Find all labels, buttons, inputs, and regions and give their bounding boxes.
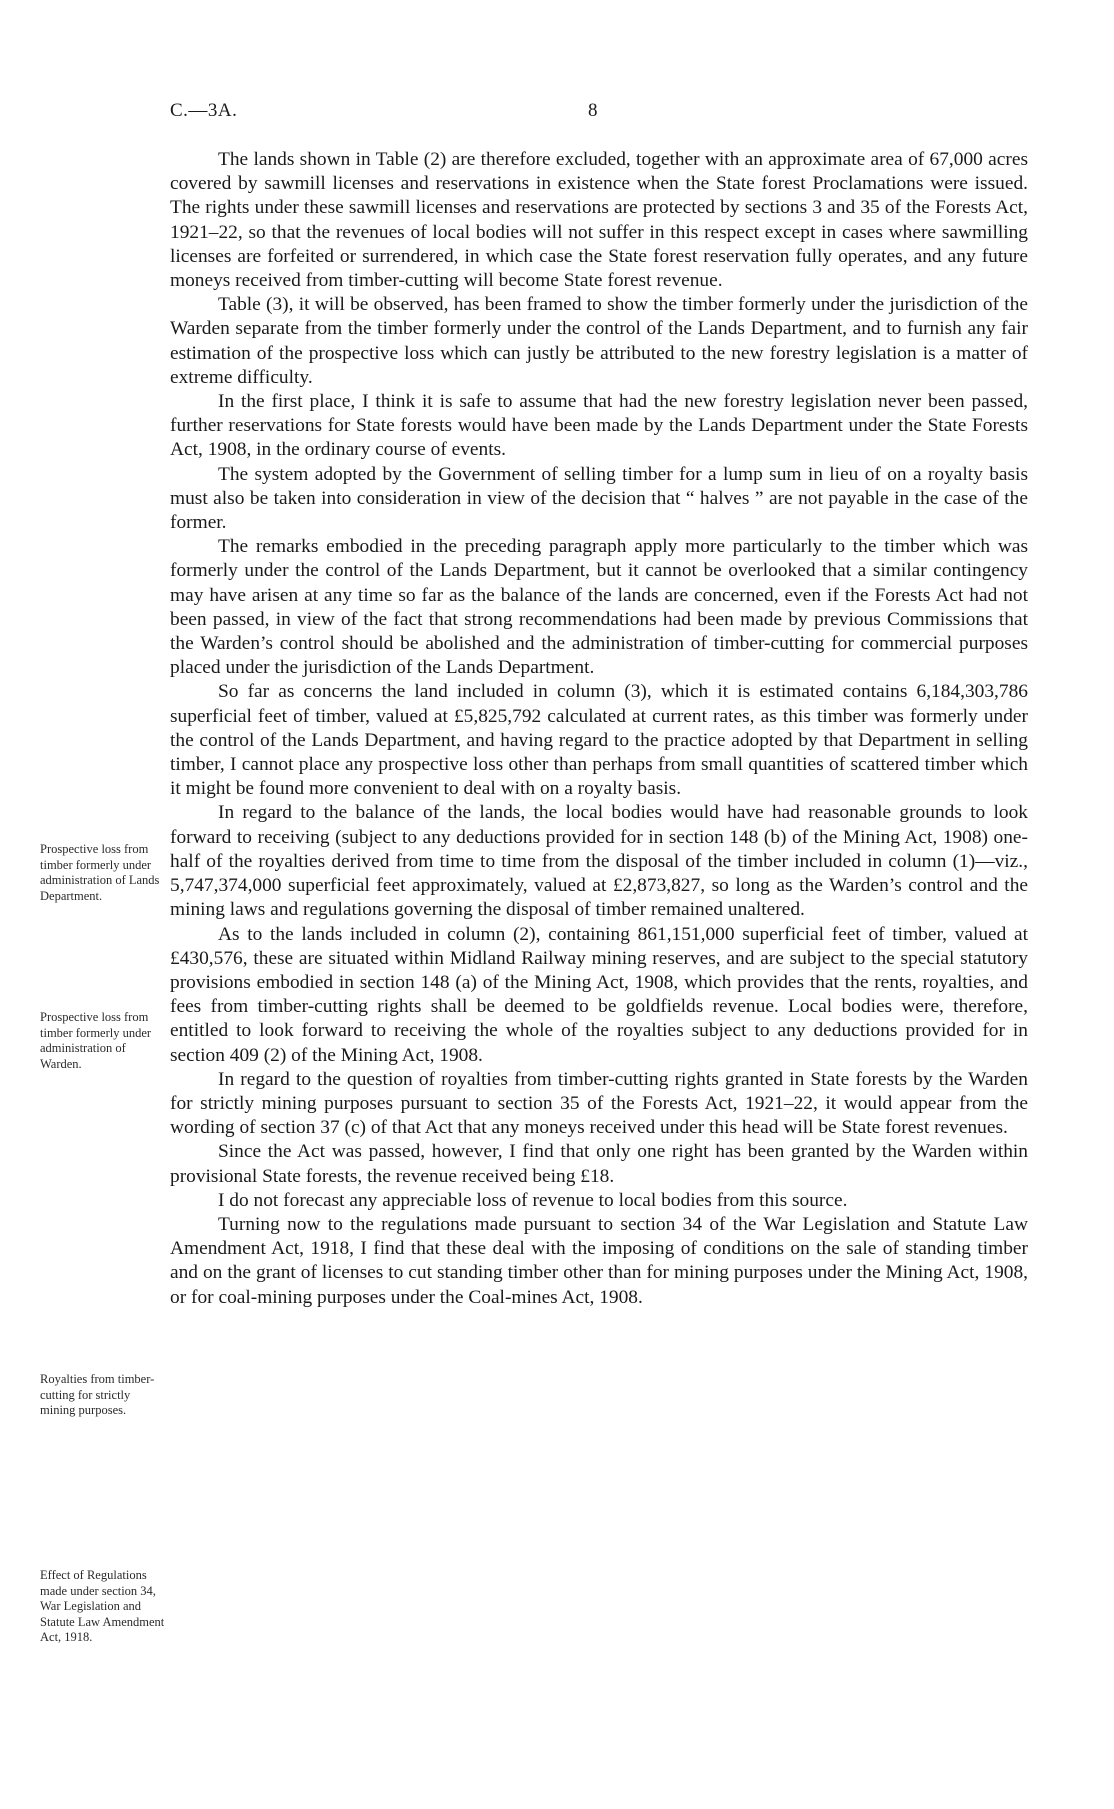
paragraph-2: Table (3), it will be observed, has been framed to show the timber formerly under the jurisdiction of the Warden separate from the timber formerly under the control of the Lands Department, and to furnish any fair estimation of the prospective loss which can justly be attributed to the new forestry legislation is a matter of extreme difficulty.	[170, 294, 1028, 388]
page-header	[0, 100, 1114, 126]
margin-note-regulations: Effect of Regulations made under section 34, War Legislation and Statute Law Amendment Act, 1918.	[40, 1568, 165, 1644]
paragraph-8: As to the lands included in column (2), containing 861,151,000 superficial feet of timber, valued at £430,576, these are situated within Midland Railway mining reserves, and are subject to the special statutory provisions embodied in section 148 (a) of the Mining Act, 1908, which provides that the rents, royalties, and fees from timber-cutting rights shall be deemed to be goldfields revenue. Local bodies were, therefore, entitled to look forward to receiving the whole of the royalties subject to any deductions provided for in section 409 (2) of the Mining Act, 1908.	[170, 923, 1028, 1066]
margin-note-royalties: Royalties from timber-cutting for strictly mining purposes.	[40, 1372, 155, 1417]
paragraph-9: In regard to the question of royalties from timber-cutting rights granted in State forests by the Warden for strictly mining purposes pursuant to section 35 of the Forests Act, 1921–22, it would appear from the wording of section 37 (c) of that Act that any moneys received under this head will be State forest revenues.	[170, 1068, 1028, 1139]
paragraph-3: In the first place, I think it is safe to assume that had the new forestry legislation never been passed, further reservations for State forests would have been made by the Lands Department under the State Forests Act, 1908, in the ordinary course of events.	[170, 391, 1028, 461]
paragraph-4: The system adopted by the Government of selling timber for a lump sum in lieu of on a royalty basis must also be taken into consideration in view of the decision that “ halves ” are not payable in the case of the former.	[170, 463, 1028, 534]
paragraph-11: I do not forecast any appreciable loss of revenue to local bodies from this source.	[218, 1189, 848, 1211]
paragraph-10: Since the Act was passed, however, I find that only one right has been granted by the Warden within provisional State forests, the revenue received being £18.	[170, 1141, 1028, 1187]
document-reference: C.—3A.	[170, 100, 238, 121]
paragraph-12: Turning now to the regulations made pursuant to section 34 of the War Legislation and Statute Law Amendment Act, 1918, I find that these deal with the imposing of conditions on the sale of standing timber and on the grant of licenses to cut standing timber other than for mining purposes under the Mining Act, 1908, or for coal-mining purposes under the Coal-mines Act, 1908.	[170, 1213, 1028, 1308]
margin-note-warden: Prospective loss from timber formerly under administration of Warden.	[40, 1010, 152, 1071]
page-number: 8	[588, 100, 598, 121]
margin-note-lands-department: Prospective loss from timber formerly under administration of Lands Department.	[40, 842, 160, 903]
paragraph-7: In regard to the balance of the lands, the local bodies would have had reasonable grounds to look forward to receiving (subject to any deductions provided for in section 148 (b) of the Mining Act, 1908) one-half of the royalties derived from time to time from the disposal of the timber included in column (1)—viz., 5,747,374,000 superficial feet approximately, valued at £2,873,827, so long as the Warden’s control and the mining laws and regulations governing the disposal of timber remained unaltered.	[170, 802, 1028, 921]
paragraph-6: So far as concerns the land included in column (3), which it is estimated contains 6,184,303,786 superficial feet of timber, valued at £5,825,792 calculated at current rates, as this timber was formerly under the control of the Lands Department, and having regard to the practice adopted by that Department in selling timber, I cannot place any prospective loss other than perhaps from small quantities of scattered timber which it might be found more convenient to deal with on a royalty basis.	[170, 681, 1028, 800]
paragraph-5: The remarks embodied in the preceding paragraph apply more particularly to the timber which was formerly under the control of the Lands Department, but it cannot be overlooked that a similar contingency may have arisen at any time so far as the balance of the lands are concerned, even if the Forests Act had not been passed, in view of the fact that strong recommendations had been made by previous Commissions that the Warden’s control should be abolished and the administration of timber-cutting for commercial purposes placed under the jurisdiction of the Lands Department.	[170, 536, 1028, 679]
body-text	[170, 148, 1028, 1310]
paragraph-1: The lands shown in Table (2) are therefore excluded, together with an approximate area of 67,000 acres covered by sawmill licenses and reservations in existence when the State forest Proclamations were issued. The rights under these sawmill licenses and reservations are protected by sections 3 and 35 of the Forests Act, 1921–22, so that the revenues of local bodies will not suffer in this respect except in cases where sawmilling licenses are forfeited or surrendered, in which case the State forest reservation fully operates, and any future moneys received from timber-cutting will become State forest revenue.	[170, 149, 1028, 292]
